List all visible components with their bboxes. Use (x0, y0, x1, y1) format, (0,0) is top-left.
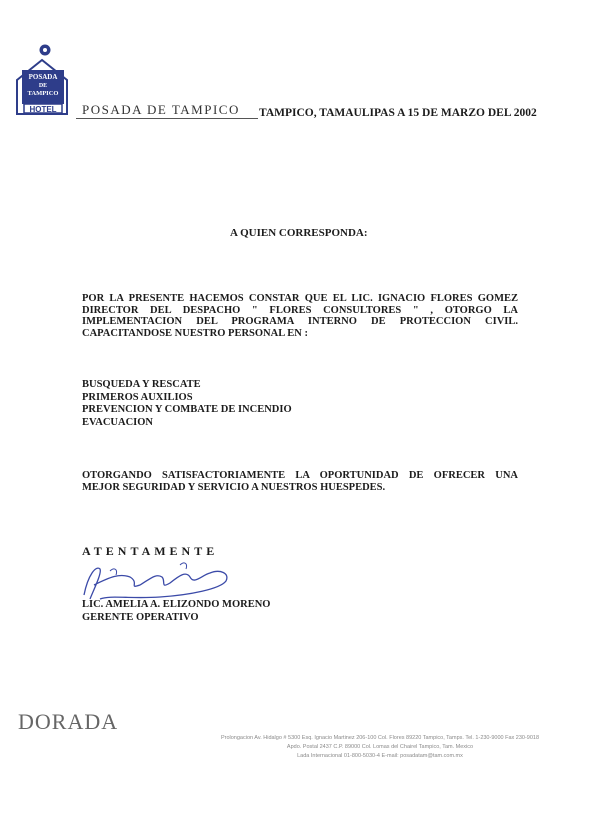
paragraph-1-line: POR LA PRESENTE HACEMOS CONSTAR QUE EL LIC. IGNACIO FLORES GOMEZ (82, 293, 518, 304)
footer-line: Apdo. Postal 2437 C.P. 89000 Col. Lomas del Chairel Tampico, Tam. Mexico (286, 744, 474, 750)
list-item: PREVENCION Y COMBATE DE INCENDIO (82, 404, 292, 415)
paragraph-2-line: MEJOR SEGURIDAD Y SERVICIO A NUESTROS HUESPEDES. (82, 481, 386, 493)
paragraph-1-line: IMPLEMENTACION DEL PROGRAMA INTERNO DE PROTECCION CIVIL. (82, 316, 518, 327)
salutation: A QUIEN CORRESPONDA: (230, 227, 368, 239)
signer-block (82, 598, 270, 624)
paragraph-2-line: OTORGANDO SATISFACTORIAMENTE LA OPORTUNIDAD DE OFRECER UNA (82, 470, 518, 481)
logo-line-1: POSADA (28, 73, 58, 81)
hotel-logo (14, 42, 70, 116)
list-item: PRIMEROS AUXILIOS (82, 391, 193, 403)
hotel-name: POSADA DE TAMPICO (82, 102, 240, 117)
logo-line-4: HOTEL (29, 105, 57, 114)
paragraph-2 (82, 470, 518, 493)
topic-list (82, 379, 292, 429)
footer-line: Lada Internacional 01-800-5030-4 E-mail: posadatam@tam.com.mx (297, 753, 463, 759)
signer-name: LIC. AMELIA A. ELIZONDO MORENO (82, 599, 271, 610)
brand-logo: DORADA (18, 709, 119, 734)
paragraph-1 (82, 293, 518, 339)
date-line: TAMPICO, TAMAULIPAS A 15 DE MARZO DEL 2002 (259, 107, 537, 119)
closing: ATENTAMENTE (82, 544, 219, 558)
footer-line: Prolongacion Av. Hidalgo # 5300 Esq. Ignacio Martinez 206-100 Col. Flores 89220 Tampico, Tamps. Tel. 1-230-9000 Fax 230-9018 (220, 735, 540, 741)
signer-title: GERENTE OPERATIVO (82, 612, 199, 623)
footer-address (165, 734, 595, 761)
logo-line-2: DE (38, 83, 48, 89)
list-item: EVACUACION (82, 416, 153, 428)
list-item: BUSQUEDA Y RESCATE (82, 379, 201, 390)
header-rule (76, 118, 258, 119)
logo-line-3: TAMPICO (27, 90, 59, 97)
paragraph-1-line: DIRECTOR DEL DESPACHO " FLORES CONSULTORES " , OTORGO LA (82, 304, 518, 316)
paragraph-1-line: CAPACITANDOSE NUESTRO PERSONAL EN : (82, 327, 308, 339)
